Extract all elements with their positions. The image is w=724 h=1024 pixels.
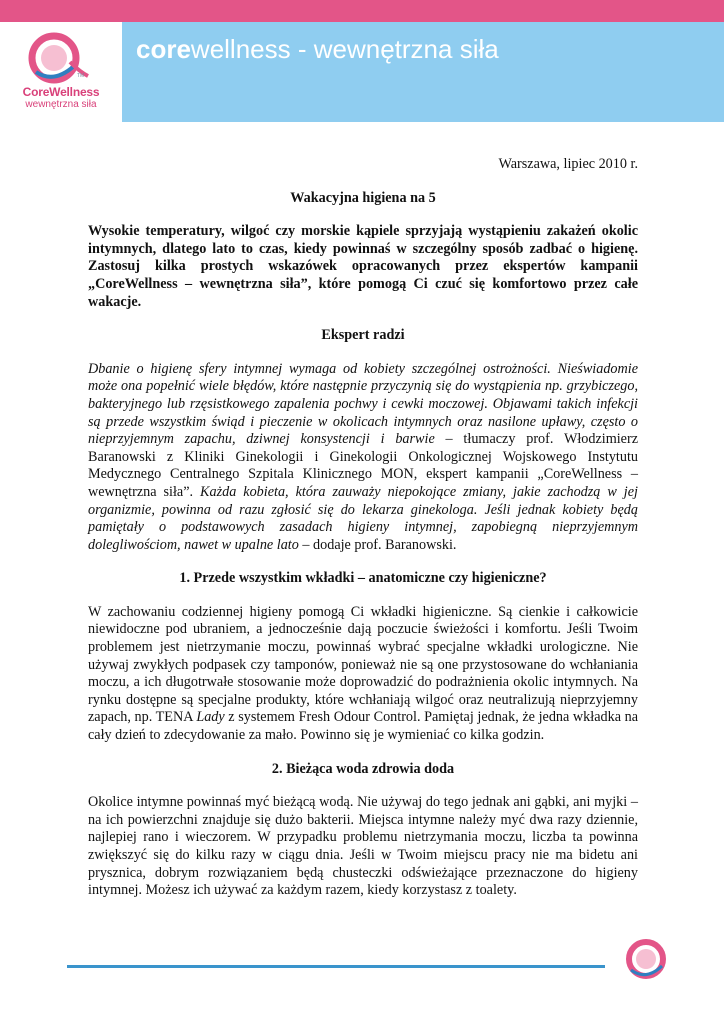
section-2-heading: 2. Bieżąca woda zdrowia doda xyxy=(271,760,455,777)
section-1-paragraph xyxy=(88,604,638,745)
intro-paragraph: Wysokie temperatury, wilgoć czy morskie kąpiele sprzyjają wystąpieniu zakażeń okolic intymnych, dlatego lato to czas, kiedy powinnaś w szczególny sposób zadbać o higienę. Zastosuj kilka prostych wskazówek opracowanych przez ekspertów kampanii „CoreWellness – wewnętrzna siła”, które pomogą Ci czuć się komfortowo przez całe wakacje. xyxy=(88,223,638,310)
document-body xyxy=(88,156,638,900)
expert-paragraph xyxy=(88,361,638,555)
section-2-paragraph: Okolice intymne powinnaś myć bieżącą wodą. Nie używaj do tego jednak ani gąbki, ani myjki – na ich powierzchni znajduje się dużo bakterii. Miejsca intymne należy myć dwa razy dziennie, najlepiej rano i wieczorem. W przypadku problemu nietrzymania moczu, liczba ta powinna zwiększyć się do kilku razy w ciągu dnia. Jeśli w Twoim miejscu pracy nie ma bidetu ani prysznica, dobrym rozwiązaniem będą chusteczki odświeżające przeznaczone do higieny intymnej. Możesz ich używać za każdym razem, kiedy korzystasz z toalety. xyxy=(88,794,638,899)
expert-attribution-2: – dodaje prof. Baranowski. xyxy=(298,536,457,553)
top-pink-bar xyxy=(0,0,724,22)
footer-logo-icon xyxy=(622,935,672,985)
section-1-heading: 1. Przede wszystkim wkładki – anatomiczne czy higieniczne? xyxy=(179,570,547,587)
section-1-text-b: z systemem Fresh Odour Control. Pamiętaj jednak, że jedna wkładka na cały dzień to zdecydowanie za mało. Powinno się je wymieniać co kilka godzin. xyxy=(88,709,638,744)
document-title: Wakacyjna higiena na 5 xyxy=(290,189,436,206)
expert-quote-1: Dbanie o higienę sfery intymnej wymaga od kobiety szczególnej ostrożności. Nieświadomie może ona popełnić wiele błędów, które następnie przyczynią się do wystąpienia np. grzybiczego, bakteryjnego lub rzęsistkowego zapalenia pochwy i cewki moczowej. Objawami takich infekcji są przede wszystkim świąd i pieczenie w okolicach intymnych oraz nasilone upławy, często o nieprzyjemnym zapachu, dziwnej konsystencji i barwie xyxy=(88,360,638,448)
trademark-mark: TM xyxy=(77,73,85,79)
banner-title xyxy=(136,34,499,65)
section-1-text-a: W zachowaniu codziennej higieny pomogą Ci wkładki higieniczne. Są cienkie i całkowicie niewidoczne pod ubraniem, a jednocześnie dają poczucie świeżości i komfortu. Jeśli Twoim problemem jest nietrzymanie moczu, powinnaś wybrać specjalne wkładki urologiczne. Nie używaj zwykłych podpasek czy tamponów, ponieważ nie są one przystosowane do wchłaniania moczu, a ich długotrwałe stosowanie może doprowadzić do podrażnienia okolic intymnych. Na rynku dostępne są specjalne produkty, które wchłaniają wilgoć oraz neutralizują nieprzyjemny zapach, np. TENA xyxy=(88,603,638,726)
expert-heading: Ekspert radzi xyxy=(321,327,405,344)
header-banner xyxy=(122,22,724,122)
expert-quote-2: Każda kobieta, która zauważy niepokojące zmiany, jakie zachodzą w jej organizmie, powinna od razu zgłosić się do lekarza ginekologa. Jeśli jednak kobiety będą pamiętały o podstawowych zasadach higieny intymnej, zapobiegną nieprzyjemnym dolegliwościom, nawet w upalne lato xyxy=(88,483,638,553)
logo-tagline: wewnętrzna siła xyxy=(25,99,97,110)
footer-rule xyxy=(67,965,605,968)
banner-title-rest: wellness - wewnętrzna siła xyxy=(190,34,499,64)
expert-attribution-1: – tłumaczy prof. Włodzimierz Baranowski z Kliniki Ginekologii i Ginekologii Onkologicznej Wojskowego Instytutu Medycznego Centralnego Szpitala Klinicznego MON, ekspert kampanii „CoreWellness – wewnętrzna siła”. xyxy=(88,431,639,500)
banner-title-bold: core xyxy=(136,34,191,64)
corewellness-logo xyxy=(0,22,122,122)
logo-brand-name: CoreWellness xyxy=(22,85,100,99)
document-date: Warszawa, lipiec 2010 r. xyxy=(498,156,638,172)
section-1-product-name: Lady xyxy=(196,709,225,726)
